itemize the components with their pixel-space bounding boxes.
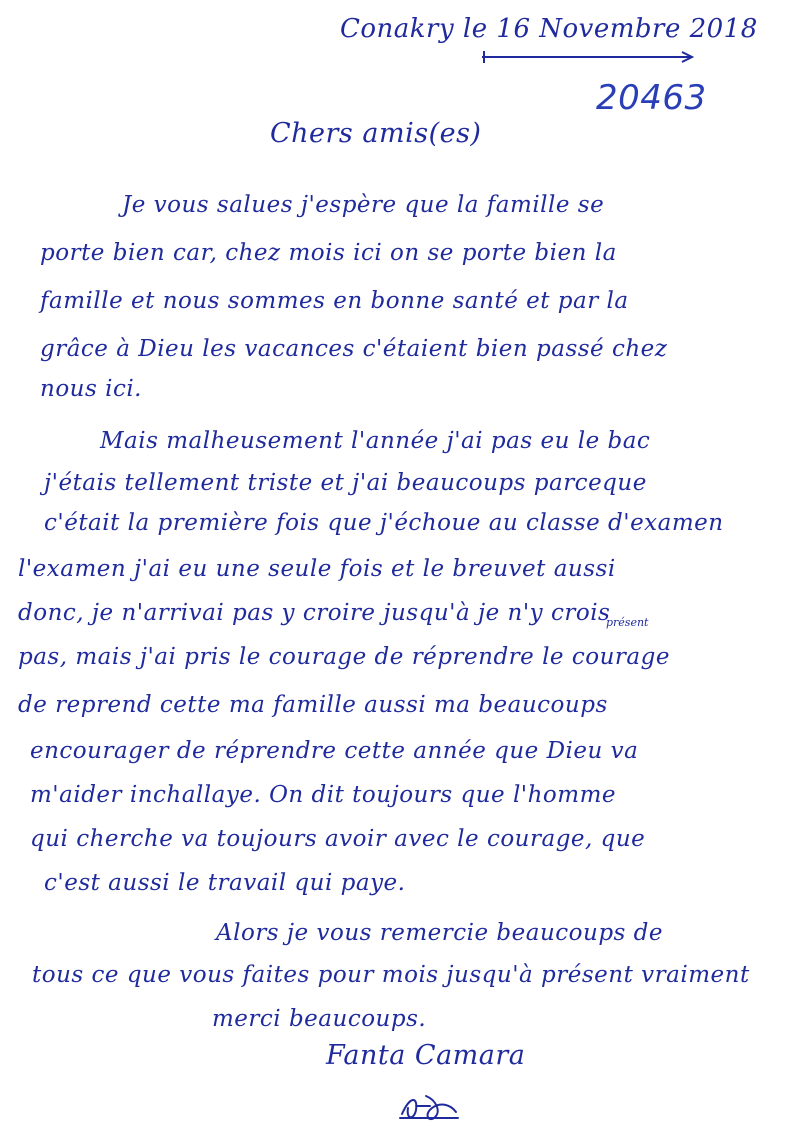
insertion-above: présent xyxy=(606,616,649,629)
letter-line: j'étais tellement triste et j'ai beaucoups parceque xyxy=(44,470,647,496)
signature-mark xyxy=(396,1090,466,1124)
letter-line: Je vous salues j'espère que la famille se xyxy=(122,192,605,218)
letter-line: porte bien car, chez mois ici on se porte bien la xyxy=(40,240,617,266)
place-date: Conakry le 16 Novembre 2018 xyxy=(340,14,758,44)
salutation: Chers amis(es) xyxy=(270,118,482,149)
letter-line: donc, je n'arrivai pas y croire jusqu'à je n'y crois xyxy=(18,600,611,626)
letter-line: Mais malheusement l'année j'ai pas eu le bac xyxy=(100,428,651,454)
letter-line: m'aider inchallaye. On dit toujours que l'homme xyxy=(30,782,617,808)
letter-line: pas, mais j'ai pris le courage de réprendre le courage xyxy=(18,644,670,670)
letter-line: nous ici. xyxy=(40,376,142,402)
letter-line: Alors je vous remercie beaucoups de xyxy=(216,920,663,946)
letter-line: qui cherche va toujours avoir avec le courage, que xyxy=(30,826,646,852)
letter-line: de reprend cette ma famille aussi ma beaucoups xyxy=(18,692,608,718)
letter-line: encourager de réprendre cette année que Dieu va xyxy=(30,738,639,764)
signature-name: Fanta Camara xyxy=(326,1040,526,1071)
letter-line: tous ce que vous faites pour mois jusqu'à présent vraiment xyxy=(32,962,750,988)
letter-line: l'examen j'ai eu une seule fois et le breuvet aussi xyxy=(18,556,616,582)
letter-line: merci beaucoups. xyxy=(212,1006,427,1032)
letter-line: c'était la première fois que j'échoue au classe d'examen xyxy=(44,510,724,536)
letter-line: famille et nous sommes en bonne santé et par la xyxy=(40,288,629,314)
reference-number: 20463 xyxy=(596,78,707,118)
letter-line: grâce à Dieu les vacances c'étaient bien passé chez xyxy=(40,336,668,362)
letter-line: c'est aussi le travail qui paye. xyxy=(44,870,406,896)
underline-arrow-mark xyxy=(480,50,700,64)
